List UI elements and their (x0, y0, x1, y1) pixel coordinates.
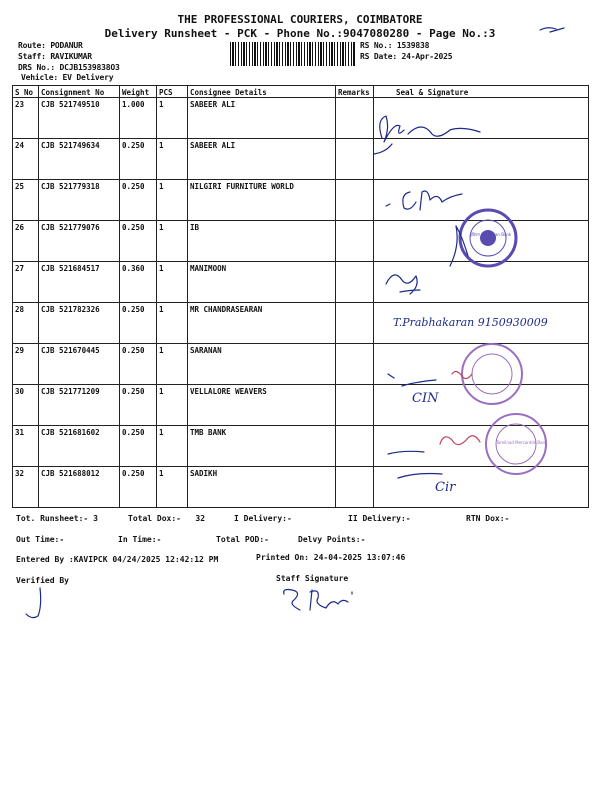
signature-row23 (372, 108, 492, 163)
rs-date: RS Date: 24-Apr-2025 (360, 52, 453, 61)
in-time: In Time:- (118, 535, 162, 544)
cell-remarks (336, 221, 374, 262)
cell-pcs: 1 (157, 467, 188, 508)
cell-sno: 30 (13, 385, 39, 426)
cell-remarks (336, 344, 374, 385)
tmb-seal-text: Tamilnad Mercantile Bank (496, 440, 548, 445)
cell-consignee: MR CHANDRASEARAN (188, 303, 336, 344)
cell-pcs: 1 (157, 385, 188, 426)
cell-sno: 28 (13, 303, 39, 344)
out-time: Out Time:- (16, 535, 65, 544)
cell-remarks (336, 262, 374, 303)
cell-weight: 0.250 (120, 426, 157, 467)
table-row (13, 139, 589, 180)
col-pcs: PCS (157, 86, 188, 98)
cell-consignment: CJB 521749510 (39, 98, 120, 139)
col-consignment: Consignment No (39, 86, 120, 98)
cell-weight: 0.250 (120, 303, 157, 344)
cell-sno: 27 (13, 262, 39, 303)
corner-scribble (538, 22, 568, 36)
cell-consignment: CJB 521688012 (39, 467, 120, 508)
cell-consignment: CJB 521779318 (39, 180, 120, 221)
cell-remarks (336, 385, 374, 426)
barcode (230, 42, 355, 66)
col-seal: Seal & Signature (374, 86, 589, 98)
cell-pcs: 1 (157, 426, 188, 467)
cell-sno: 29 (13, 344, 39, 385)
cell-weight: 0.250 (120, 139, 157, 180)
col-weight: Weight (120, 86, 157, 98)
drs-number: DRS No.: DCJB1539838O3 (18, 63, 120, 72)
cell-weight: 0.250 (120, 221, 157, 262)
cell-consignee: VELLALORE WEAVERS (188, 385, 336, 426)
cell-remarks (336, 426, 374, 467)
cell-weight: 0.250 (120, 180, 157, 221)
cell-pcs: 1 (157, 303, 188, 344)
rs-number: RS No.: 1539838 (360, 41, 430, 50)
cell-sno: 31 (13, 426, 39, 467)
cell-sno: 24 (13, 139, 39, 180)
cell-consignment: CJB 521771209 (39, 385, 120, 426)
printed-on: Printed On: 24-04-2025 13:07:46 (256, 553, 406, 562)
staff-signature-label: Staff Signature (276, 574, 349, 583)
runsheet-title: Delivery Runsheet - PCK - Phone No.:9047080280 - Page No.:3 (104, 27, 496, 40)
rtn-dox: RTN Dox:- (466, 514, 510, 523)
cell-consignee: MANIMOON (188, 262, 336, 303)
cell-remarks (336, 139, 374, 180)
cell-remarks (336, 180, 374, 221)
cell-consignee: IB (188, 221, 336, 262)
handwritten-contact: T.Prabhakaran 9150930009 (393, 316, 548, 329)
staff-label: Staff: RAVIKUMAR (18, 52, 92, 61)
cell-pcs: 1 (157, 262, 188, 303)
verified-by: Verified By (16, 576, 69, 585)
vehicle-label: Vehicle: EV Delivery (21, 73, 114, 82)
handwritten-cin: CIN (412, 391, 439, 406)
col-remarks: Remarks (336, 86, 374, 98)
cell-consignment: CJB 521749634 (39, 139, 120, 180)
i-delivery: I Delivery:- (234, 514, 292, 523)
cell-sno: 25 (13, 180, 39, 221)
table-row (13, 98, 589, 139)
tmb-seal-1 (444, 340, 534, 410)
cell-consignee: TMB BANK (188, 426, 336, 467)
cell-weight: 1.000 (120, 98, 157, 139)
cell-sno: 26 (13, 221, 39, 262)
indian-bank-seal (446, 206, 522, 272)
tot-runsheet: Tot. Runsheet:- 3 (16, 514, 98, 523)
cell-consignment: CJB 521670445 (39, 344, 120, 385)
col-sno: S No (13, 86, 39, 98)
col-consignee: Consignee Details (188, 86, 336, 98)
cell-weight: 0.250 (120, 467, 157, 508)
cell-pcs: 1 (157, 221, 188, 262)
verified-signature (20, 586, 50, 622)
table-header-row (13, 86, 589, 98)
cell-consignee: SABEER ALI (188, 139, 336, 180)
cell-weight: 0.250 (120, 344, 157, 385)
handwritten-cir: Cir (435, 480, 456, 495)
company-name: THE PROFESSIONAL COURIERS, COIMBATORE (177, 13, 423, 26)
cell-sno: 32 (13, 467, 39, 508)
ii-delivery: II Delivery:- (348, 514, 411, 523)
cell-consignment: CJB 521681602 (39, 426, 120, 467)
delvy-points: Delvy Points:- (298, 535, 366, 544)
cell-consignment: CJB 521684517 (39, 262, 120, 303)
signature-row29 (384, 366, 444, 394)
total-pod: Total POD:- (216, 535, 269, 544)
cell-sno: 23 (13, 98, 39, 139)
route-label: Route: PODANUR (18, 41, 83, 50)
staff-signature (280, 584, 370, 616)
cell-remarks (336, 467, 374, 508)
cell-consignee: SADIKH (188, 467, 336, 508)
signature-row31 (384, 444, 444, 464)
cell-consignment: CJB 521782326 (39, 303, 120, 344)
entered-by: Entered By :KAVIPCK 04/24/2025 12:42:12 PM (16, 555, 219, 564)
cell-consignment: CJB 521779076 (39, 221, 120, 262)
cell-consignee: SARANAN (188, 344, 336, 385)
cell-remarks (336, 303, 374, 344)
cell-pcs: 1 (157, 344, 188, 385)
cell-consignee: SABEER ALI (188, 98, 336, 139)
cell-consignee: NILGIRI FURNITURE WORLD (188, 180, 336, 221)
cell-weight: 0.250 (120, 385, 157, 426)
cell-pcs: 1 (157, 98, 188, 139)
total-dox: Total Dox:- 32 (128, 514, 206, 523)
cell-weight: 0.360 (120, 262, 157, 303)
indian-bank-seal-text: इंडियन बैंक Indian Bank (470, 232, 512, 237)
cell-pcs: 1 (157, 180, 188, 221)
cell-remarks (336, 98, 374, 139)
cell-pcs: 1 (157, 139, 188, 180)
signature-row27 (380, 260, 440, 300)
